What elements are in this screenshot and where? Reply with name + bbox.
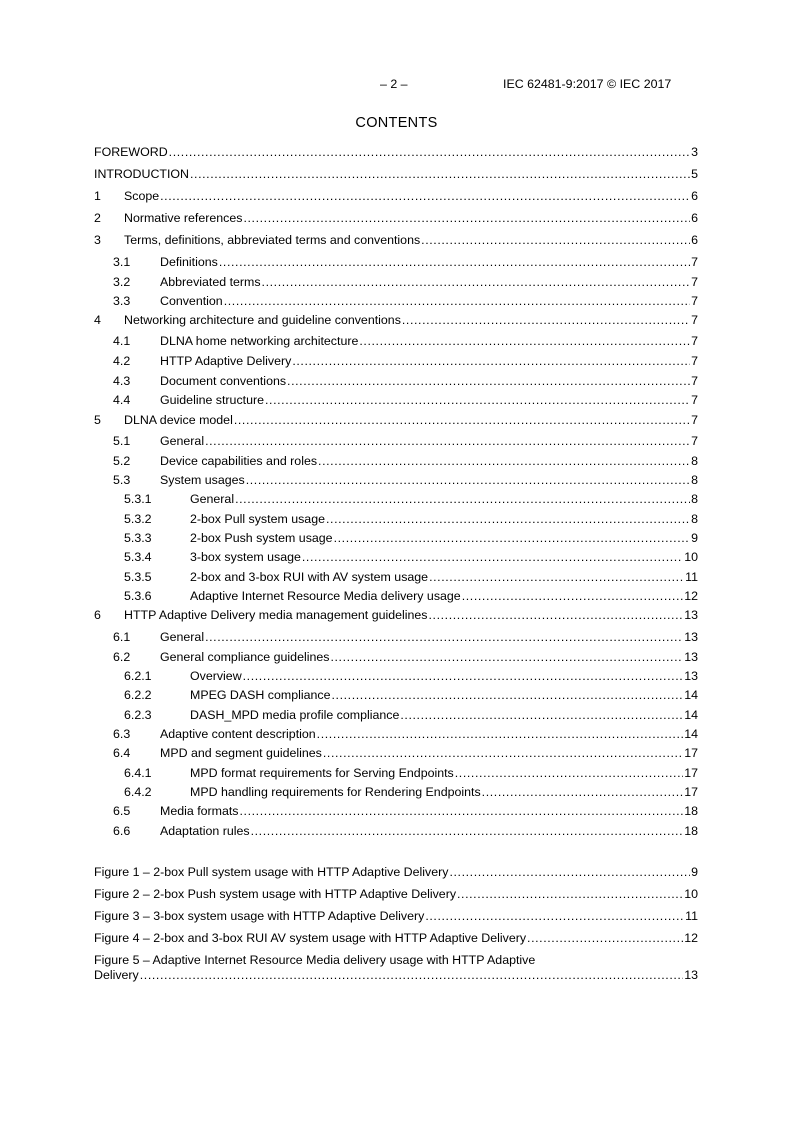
toc-entry[interactable] (124, 766, 698, 781)
toc-entry[interactable] (113, 334, 698, 349)
dot-leader (527, 931, 683, 946)
toc-entry[interactable] (113, 473, 698, 488)
dot-leader (330, 650, 683, 665)
toc-entry[interactable] (124, 531, 698, 546)
toc-entry[interactable] (124, 589, 698, 604)
toc-entry-label: Definitions (160, 255, 218, 269)
toc-entry-page: 7 (691, 275, 698, 289)
toc-entry-label: 3-box system usage (190, 550, 301, 564)
toc-entry-number: 6.6 (113, 824, 131, 838)
toc-entry-number: 5.3.4 (124, 550, 152, 564)
toc-entry-label: HTTP Adaptive Delivery (160, 354, 292, 368)
toc-entry[interactable] (124, 512, 698, 527)
toc-entry-number: 3.1 (113, 255, 131, 269)
dot-leader (400, 708, 683, 723)
dot-leader (462, 589, 684, 604)
toc-entry-label: 2-box Pull system usage (190, 512, 325, 526)
toc-entry-number: 3 (94, 233, 101, 247)
toc-entry[interactable] (113, 727, 698, 742)
toc-entry-number: 4.3 (113, 374, 131, 388)
toc-entry-label: MPD and segment guidelines (160, 746, 322, 760)
toc-entry-number: 6.3 (113, 727, 131, 741)
dot-leader (243, 669, 684, 684)
toc-entry[interactable] (113, 434, 698, 449)
toc-entry-label: General (160, 434, 205, 448)
dot-leader (457, 887, 683, 902)
toc-entry-number: 4 (94, 313, 101, 327)
toc-entry-number: 3.3 (113, 294, 131, 308)
toc-entry[interactable] (94, 167, 698, 182)
figure-entry-page: 12 (684, 931, 698, 945)
toc-entry[interactable] (124, 708, 698, 723)
toc-entry[interactable] (113, 374, 698, 389)
toc-entry-number: 5 (94, 413, 101, 427)
dot-leader (421, 233, 690, 248)
toc-entry-number: 5.3.2 (124, 512, 152, 526)
toc-entry-page: 7 (691, 294, 698, 308)
dot-leader (234, 413, 690, 428)
figure-entry[interactable] (94, 887, 698, 902)
toc-entry-label: General (160, 630, 205, 644)
dot-leader (262, 275, 691, 290)
dot-leader (429, 608, 684, 623)
toc-entry-label: MPD format requirements for Serving Endpoints (190, 766, 454, 780)
figure-entry[interactable] (94, 909, 698, 924)
toc-entry-label: Guideline structure (160, 393, 264, 407)
page-number: – 2 – (380, 77, 408, 91)
toc-entry-number: 6.2.1 (124, 669, 152, 683)
toc-entry-number: 4.1 (113, 334, 131, 348)
standard-reference: IEC 62481-9:2017 © IEC 2017 (503, 77, 672, 91)
toc-entry-number: 6.4 (113, 746, 131, 760)
toc-entry-number: 4.4 (113, 393, 131, 407)
dot-leader (265, 393, 690, 408)
figure-entry[interactable] (94, 953, 698, 983)
toc-entry-number: 5.3.3 (124, 531, 152, 545)
toc-entry-label: DLNA device model (124, 413, 233, 427)
dot-leader (359, 334, 690, 349)
toc-entry-number: 3.2 (113, 275, 131, 289)
dot-leader (331, 688, 683, 703)
toc-entry-page: 13 (684, 608, 698, 622)
toc-entry[interactable] (124, 688, 698, 703)
dot-leader (190, 167, 690, 182)
toc-entry[interactable] (94, 189, 698, 204)
toc-entry[interactable] (94, 413, 698, 428)
toc-entry[interactable] (113, 746, 698, 761)
toc-entry-page: 7 (691, 393, 698, 407)
dot-leader (429, 570, 684, 585)
toc-entry[interactable] (113, 824, 698, 839)
toc-entry[interactable] (113, 255, 698, 270)
toc-entry-page: 7 (691, 434, 698, 448)
toc-entry[interactable] (94, 145, 698, 160)
toc-entry-number: 5.3.6 (124, 589, 152, 603)
toc-entry[interactable] (94, 608, 698, 623)
toc-entry-page: 6 (691, 189, 698, 203)
toc-entry-page: 14 (684, 688, 698, 702)
toc-entry-label: 2-box and 3-box RUI with AV system usage (190, 570, 429, 584)
dot-leader (224, 294, 690, 309)
toc-entry-label: Adaptive content description (160, 727, 316, 741)
toc-entry-page: 14 (684, 727, 698, 741)
toc-entry-number: 6.2.2 (124, 688, 152, 702)
toc-entry-label: MPD handling requirements for Rendering Endpoints (190, 785, 481, 799)
toc-entry[interactable] (113, 393, 698, 408)
toc-entry-label: DASH_MPD media profile compliance (190, 708, 400, 722)
dot-leader (482, 785, 684, 800)
toc-entry[interactable] (113, 650, 698, 665)
toc-entry-page: 17 (684, 785, 698, 799)
toc-entry-page: 10 (684, 550, 698, 564)
dot-leader (317, 727, 684, 742)
toc-entry-label: Overview (190, 669, 242, 683)
toc-entry-label: Media formats (160, 804, 239, 818)
toc-entry-number: 4.2 (113, 354, 131, 368)
toc-entry-label: Terms, definitions, abbreviated terms and conventions (124, 233, 421, 247)
toc-entry-number: 5.3 (113, 473, 131, 487)
toc-entry-label: HTTP Adaptive Delivery media management guidelines (124, 608, 428, 622)
toc-entry-page: 7 (691, 374, 698, 388)
toc-entry-page: 11 (685, 570, 698, 584)
toc-entry[interactable] (94, 313, 698, 328)
toc-entry-page: 17 (684, 746, 698, 760)
dot-leader (219, 255, 690, 270)
figure-entry[interactable] (94, 865, 698, 880)
toc-entry-page: 8 (691, 473, 698, 487)
toc-entry-label: Scope (124, 189, 160, 203)
toc-entry-page: 7 (691, 313, 698, 327)
toc-entry-page: 13 (684, 650, 698, 664)
toc-entry-page: 12 (684, 589, 698, 603)
toc-entry-number: 6.2.3 (124, 708, 152, 722)
toc-entry-label: FOREWORD (94, 145, 168, 159)
toc-entry-page: 8 (691, 454, 698, 468)
toc-entry[interactable] (124, 785, 698, 800)
toc-entry-label: INTRODUCTION (94, 167, 189, 181)
toc-entry-page: 7 (691, 255, 698, 269)
toc-entry-label: System usages (160, 473, 245, 487)
toc-entry-label: Device capabilities and roles (160, 454, 318, 468)
toc-entry[interactable] (94, 211, 698, 226)
figure-entry-label: Figure 3 – 3-box system usage with HTTP Adaptive Delivery (94, 909, 425, 923)
toc-entry-label: Abbreviated terms (160, 275, 261, 289)
dot-leader (235, 492, 690, 507)
dot-leader (287, 374, 690, 389)
toc-entry-page: 8 (691, 492, 698, 506)
toc-entry-page: 13 (684, 669, 698, 683)
toc-entry-label: MPEG DASH compliance (190, 688, 331, 702)
dot-leader (455, 766, 683, 781)
toc-entry[interactable] (124, 492, 698, 507)
toc-entry-label: General compliance guidelines (160, 650, 330, 664)
toc-entry-page: 9 (691, 531, 698, 545)
toc-entry-number: 5.1 (113, 434, 131, 448)
figure-entry[interactable] (94, 931, 698, 946)
toc-entry-label: Adaptive Internet Resource Media delivery usage (190, 589, 461, 603)
toc-entry-number: 5.3.5 (124, 570, 152, 584)
toc-entry-label: 2-box Push system usage (190, 531, 333, 545)
toc-entry-number: 6 (94, 608, 101, 622)
dot-leader (169, 145, 690, 160)
toc-entry-page: 6 (691, 233, 698, 247)
toc-entry-number: 6.4.2 (124, 785, 152, 799)
dot-leader (449, 865, 690, 880)
dot-leader (160, 189, 690, 204)
toc-entry-number: 5.2 (113, 454, 131, 468)
toc-entry-label: Normative references (124, 211, 243, 225)
toc-entry[interactable] (124, 550, 698, 565)
figure-entry-page: 9 (691, 865, 698, 879)
toc-entry[interactable] (113, 454, 698, 469)
dot-leader (243, 211, 690, 226)
toc-entry-page: 6 (691, 211, 698, 225)
toc-entry-page: 7 (691, 334, 698, 348)
toc-entry-number: 6.4.1 (124, 766, 152, 780)
toc-entry[interactable] (113, 630, 698, 645)
dot-leader (302, 550, 683, 565)
figure-entry-label: Figure 4 – 2-box and 3-box RUI AV system usage with HTTP Adaptive Delivery (94, 931, 527, 945)
dot-leader (140, 968, 683, 983)
toc-entry-label: DLNA home networking architecture (160, 334, 359, 348)
figure-entry-label: Figure 5 – Adaptive Internet Resource Media delivery usage with HTTP Adaptive (94, 953, 536, 967)
toc-entry-page: 18 (684, 824, 698, 838)
toc-entry-number: 1 (94, 189, 101, 203)
dot-leader (240, 804, 684, 819)
dot-leader (334, 531, 691, 546)
toc-entry-label: General (190, 492, 235, 506)
toc-entry-page: 18 (684, 804, 698, 818)
figure-entry-label-continued: Delivery (94, 968, 139, 982)
toc-entry-number: 2 (94, 211, 101, 225)
figure-entry-page: 13 (684, 968, 698, 982)
dot-leader (205, 630, 683, 645)
toc-entry-number: 5.3.1 (124, 492, 152, 506)
dot-leader (246, 473, 690, 488)
toc-entry-label: Networking architecture and guideline conventions (124, 313, 401, 327)
toc-entry-page: 13 (684, 630, 698, 644)
dot-leader (323, 746, 683, 761)
toc-entry-page: 3 (691, 145, 698, 159)
toc-entry-number: 6.2 (113, 650, 131, 664)
figure-entry-label: Figure 1 – 2-box Pull system usage with HTTP Adaptive Delivery (94, 865, 449, 879)
toc-entry[interactable] (113, 275, 698, 290)
toc-entry-page: 8 (691, 512, 698, 526)
toc-entry-page: 7 (691, 354, 698, 368)
toc-entry-label: Document conventions (160, 374, 287, 388)
toc-entry[interactable] (124, 570, 698, 585)
page-title: CONTENTS (355, 115, 438, 131)
figure-entry-page: 10 (684, 887, 698, 901)
dot-leader (425, 909, 684, 924)
toc-entry-label: Adaptation rules (160, 824, 250, 838)
toc-entry[interactable] (124, 669, 698, 684)
dot-leader (292, 354, 690, 369)
toc-entry-label: Convention (160, 294, 223, 308)
dot-leader (205, 434, 690, 449)
toc-entry-number: 6.1 (113, 630, 131, 644)
dot-leader (318, 454, 690, 469)
toc-entry-page: 7 (691, 413, 698, 427)
toc-entry-number: 6.5 (113, 804, 131, 818)
dot-leader (402, 313, 690, 328)
toc-entry-page: 5 (691, 167, 698, 181)
dot-leader (251, 824, 684, 839)
toc-entry[interactable] (113, 294, 698, 309)
toc-entry-page: 14 (684, 708, 698, 722)
toc-entry-page: 17 (684, 766, 698, 780)
figure-entry-page: 11 (685, 909, 698, 923)
toc-entry[interactable] (113, 354, 698, 369)
dot-leader (326, 512, 690, 527)
toc-entry[interactable] (94, 233, 698, 248)
figure-entry-label: Figure 2 – 2-box Push system usage with HTTP Adaptive Delivery (94, 887, 457, 901)
toc-entry[interactable] (113, 804, 698, 819)
